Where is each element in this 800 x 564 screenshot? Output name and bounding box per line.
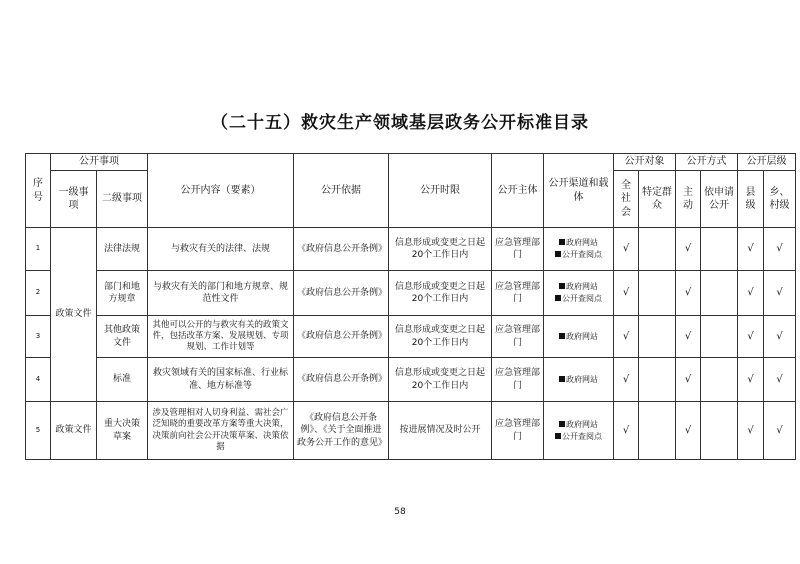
header-target-specific: 特定群众 <box>639 171 676 228</box>
checkbox-filled-icon <box>559 283 565 289</box>
header-tier: 公开层级 <box>738 154 796 171</box>
channel-item: 政府网站 <box>547 281 610 293</box>
table-row <box>26 316 796 358</box>
checkbox-filled-icon <box>559 239 565 245</box>
empty-method-request <box>701 358 738 402</box>
check-tier-county: √ <box>738 358 764 402</box>
row-basis: 《政府信息公开条例》 <box>294 228 389 271</box>
row-content: 与救灾有关的部门和地方规章、规范性文件 <box>148 271 294 316</box>
empty-method-request <box>701 316 738 358</box>
check-tier-township: √ <box>764 228 796 271</box>
row-seq: 2 <box>26 271 51 316</box>
channel-item: 公开查阅点 <box>547 293 610 305</box>
checkbox-filled-icon <box>559 376 565 382</box>
standard-catalog-table <box>25 153 796 460</box>
header-content: 公开内容（要素） <box>148 154 294 228</box>
row-level2: 重大决策草案 <box>97 402 148 460</box>
empty-target-specific <box>639 316 676 358</box>
page-number: 58 <box>394 507 406 517</box>
table-row <box>26 228 796 271</box>
table-row <box>26 402 796 460</box>
row-basis: 《政府信息公开条例》 <box>294 271 389 316</box>
header-tier-county: 县级 <box>738 171 764 228</box>
channel-item: 政府网站 <box>547 237 610 249</box>
row-time-limit: 按进展情况及时公开 <box>389 402 492 460</box>
checkbox-filled-icon <box>555 433 561 439</box>
checkbox-filled-icon <box>559 333 565 339</box>
row-level2: 法律法规 <box>97 228 148 271</box>
header-method-request: 依申请公开 <box>701 171 738 228</box>
header-target: 公开对象 <box>614 154 676 171</box>
check-tier-township: √ <box>764 358 796 402</box>
empty-target-specific <box>639 228 676 271</box>
row-channels <box>544 228 614 271</box>
level1-group-policy: 政策文件 <box>51 402 97 460</box>
row-basis: 《政府信息公开条例》、《关于全面推进政务公开工作的意见》 <box>294 402 389 460</box>
empty-method-request <box>701 228 738 271</box>
row-level2: 部门和地方规章 <box>97 271 148 316</box>
row-channels <box>544 271 614 316</box>
empty-target-specific <box>639 402 676 460</box>
header-subject: 公开主体 <box>492 154 544 228</box>
row-level2: 其他政策文件 <box>97 316 148 358</box>
row-subject: 应急管理部门 <box>492 402 544 460</box>
row-subject: 应急管理部门 <box>492 271 544 316</box>
row-subject: 应急管理部门 <box>492 316 544 358</box>
row-channels <box>544 402 614 460</box>
header-level1: 一级事项 <box>51 171 97 228</box>
row-seq: 4 <box>26 358 51 402</box>
header-basis: 公开依据 <box>294 154 389 228</box>
header-seq: 序号 <box>26 154 51 228</box>
check-method-active: √ <box>676 271 701 316</box>
check-method-active: √ <box>676 402 701 460</box>
check-tier-county: √ <box>738 228 764 271</box>
row-time-limit: 信息形成或变更之日起20个工作日内 <box>389 358 492 402</box>
checkbox-filled-icon <box>555 251 561 257</box>
checkbox-filled-icon <box>559 421 565 427</box>
row-subject: 应急管理部门 <box>492 358 544 402</box>
header-tier-township: 乡、村级 <box>764 171 796 228</box>
row-level2: 标准 <box>97 358 148 402</box>
check-target-all: √ <box>614 358 639 402</box>
row-content: 其他可以公开的与救灾有关的政策文件，包括改革方案、发展规划、专项规划、工作计划等 <box>148 316 294 358</box>
check-method-active: √ <box>676 358 701 402</box>
header-channel: 公开渠道和载体 <box>544 154 614 228</box>
row-content: 涉及管理相对人切身利益、需社会广泛知晓的重要改革方案等重大决策，决策前向社会公开决策草案、决策依据 <box>148 402 294 460</box>
check-target-all: √ <box>614 228 639 271</box>
check-tier-township: √ <box>764 402 796 460</box>
row-basis: 《政府信息公开条例》 <box>294 358 389 402</box>
header-level2: 二级事项 <box>97 171 148 228</box>
row-content: 救灾领域有关的国家标准、行业标准、地方标准等 <box>148 358 294 402</box>
row-channels <box>544 358 614 402</box>
empty-method-request <box>701 402 738 460</box>
row-time-limit: 信息形成或变更之日起20个工作日内 <box>389 316 492 358</box>
check-tier-township: √ <box>764 316 796 358</box>
row-time-limit: 信息形成或变更之日起20个工作日内 <box>389 271 492 316</box>
check-target-all: √ <box>614 271 639 316</box>
header-method: 公开方式 <box>676 154 738 171</box>
channel-item: 政府网站 <box>547 331 610 343</box>
row-seq: 1 <box>26 228 51 271</box>
row-channels <box>544 316 614 358</box>
channel-item: 公开查阅点 <box>547 431 610 443</box>
header-matter: 公开事项 <box>51 154 148 171</box>
channel-item: 政府网站 <box>547 374 610 386</box>
check-tier-township: √ <box>764 271 796 316</box>
row-time-limit: 信息形成或变更之日起20个工作日内 <box>389 228 492 271</box>
checkbox-filled-icon <box>555 295 561 301</box>
header-target-all: 全社会 <box>614 171 639 228</box>
empty-target-specific <box>639 271 676 316</box>
row-content: 与救灾有关的法律、法规 <box>148 228 294 271</box>
row-seq: 3 <box>26 316 51 358</box>
channel-item: 公开查阅点 <box>547 249 610 261</box>
row-subject: 应急管理部门 <box>492 228 544 271</box>
row-seq: 5 <box>26 402 51 460</box>
check-target-all: √ <box>614 316 639 358</box>
check-tier-county: √ <box>738 271 764 316</box>
check-tier-county: √ <box>738 402 764 460</box>
empty-target-specific <box>639 358 676 402</box>
table-row <box>26 358 796 402</box>
channel-item: 政府网站 <box>547 419 610 431</box>
header-time-limit: 公开时限 <box>389 154 492 228</box>
table-row <box>26 271 796 316</box>
check-tier-county: √ <box>738 316 764 358</box>
page-title: （二十五）救灾生产领域基层政务公开标准目录 <box>211 113 589 133</box>
check-method-active: √ <box>676 228 701 271</box>
header-method-active: 主动 <box>676 171 701 228</box>
level1-group-policy: 政策文件 <box>51 228 97 402</box>
check-target-all: √ <box>614 402 639 460</box>
check-method-active: √ <box>676 316 701 358</box>
empty-method-request <box>701 271 738 316</box>
row-basis: 《政府信息公开条例》 <box>294 316 389 358</box>
